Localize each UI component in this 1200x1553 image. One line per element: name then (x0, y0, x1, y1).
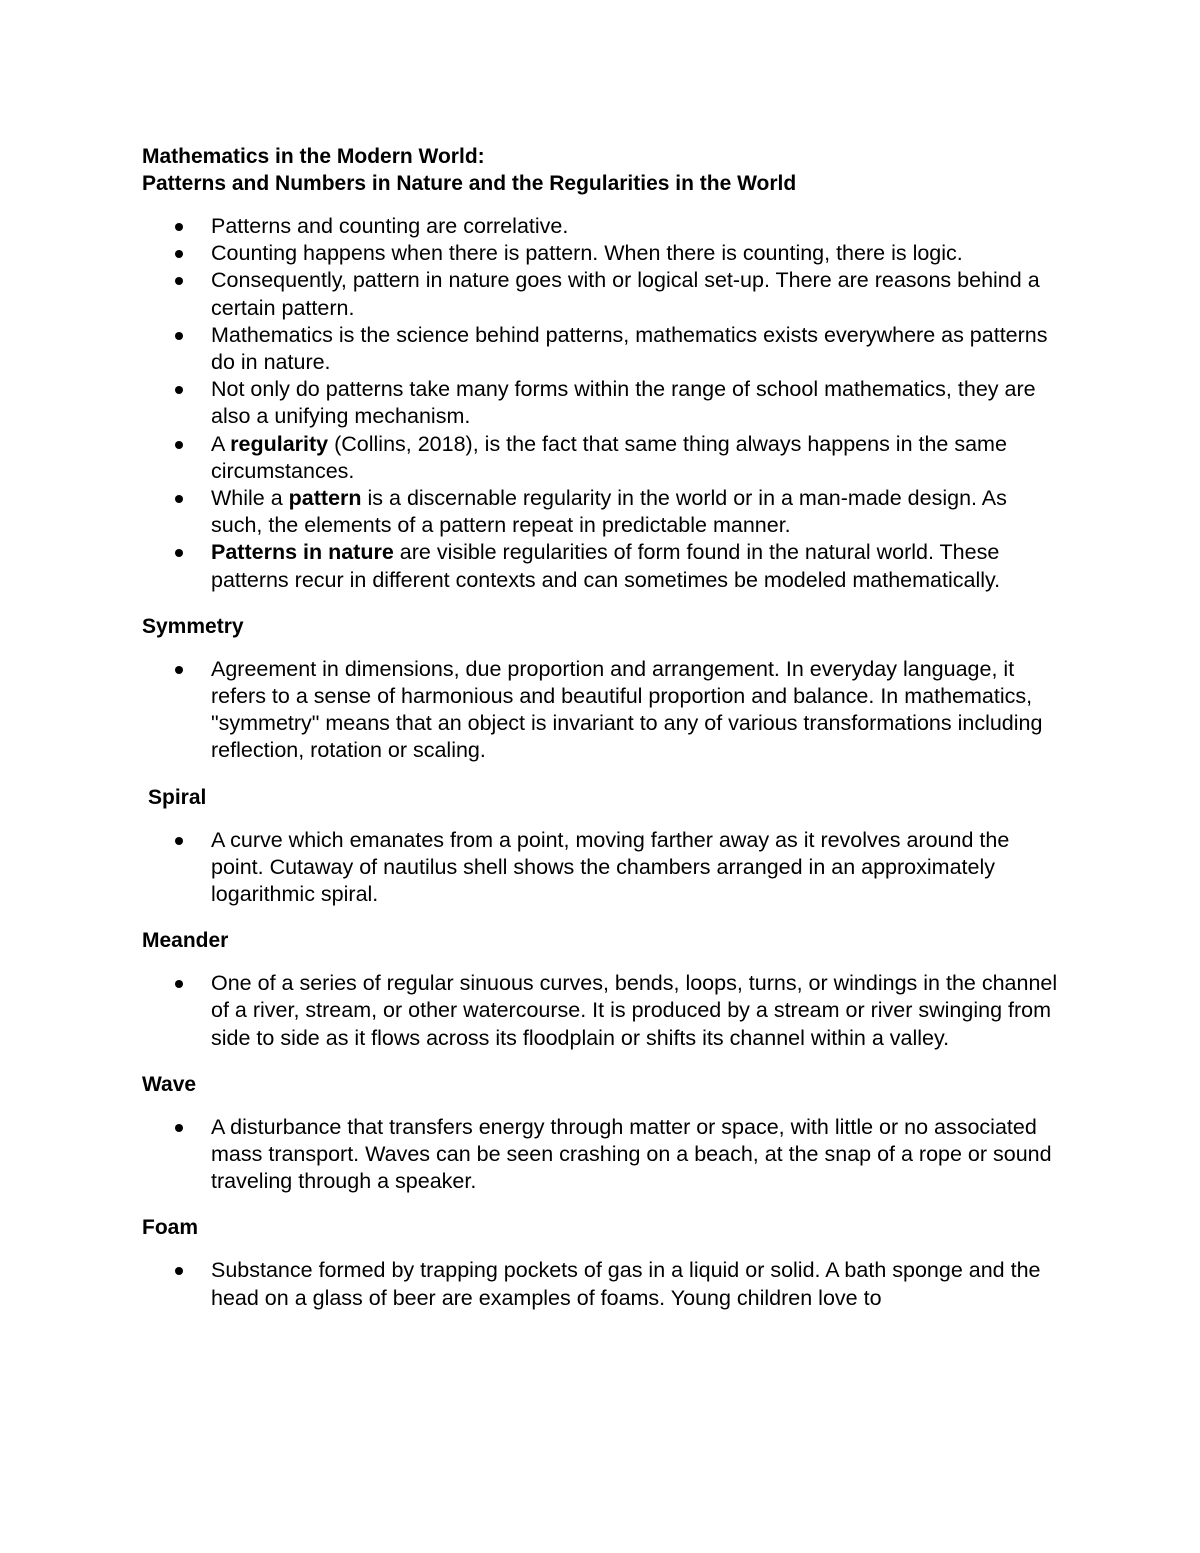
foam-bullet-list (142, 1257, 1062, 1311)
heading-meander: Meander (142, 929, 229, 953)
list-item: Substance formed by trapping pockets of gas in a liquid or solid. A bath sponge and the head on a glass of beer are examples of foams. Young children love to (142, 1257, 1062, 1311)
heading-wave: Wave (142, 1072, 197, 1096)
bullet-icon (175, 441, 183, 449)
list-item: Counting happens when there is pattern. When there is counting, there is logic. (142, 240, 1062, 267)
document-subtitle: Patterns and Numbers in Nature and the Regularities in the World (142, 172, 797, 195)
list-item: Not only do patterns take many forms within the range of school mathematics, they are also a unifying mechanism. (142, 376, 1062, 430)
list-item: While a pattern is a discernable regularity in the world or in a man-made design. As such, the elements of a pattern repeat in predictable manner. (142, 485, 1062, 539)
list-item: Patterns in nature are visible regularities of form found in the natural world. These patterns recur in different contexts and can sometimes be modeled mathematically. (142, 539, 1062, 593)
list-item: One of a series of regular sinuous curves, bends, loops, turns, or windings in the channel of a river, stream, or other watercourse. It is produced by a stream or river swinging from side to side as it flows across its floodplain or shifts its channel within a valley. (142, 970, 1062, 1052)
bullet-icon (175, 332, 183, 340)
bullet-icon (175, 1124, 183, 1132)
heading-spiral: Spiral (148, 785, 207, 809)
document-title: Mathematics in the Modern World: (142, 145, 485, 168)
term-regularity: regularity (230, 431, 329, 456)
bullet-icon (175, 837, 183, 845)
spiral-bullet-list (142, 827, 1062, 909)
list-item: Patterns and counting are correlative. (142, 213, 1062, 240)
wave-bullet-list (142, 1114, 1062, 1196)
bullet-icon (175, 666, 183, 674)
list-item: Agreement in dimensions, due proportion and arrangement. In everyday language, it refers to a sense of harmonious and beautiful proportion and balance. In mathematics, "symmetry" means that an object is invariant to any of various transformations including reflection, rotation or scaling. (142, 656, 1062, 765)
bullet-icon (175, 980, 183, 988)
symmetry-bullet-list (142, 656, 1062, 765)
heading-foam: Foam (142, 1216, 199, 1240)
heading-symmetry: Symmetry (142, 614, 244, 638)
bullet-icon (175, 250, 183, 258)
bullet-icon (175, 223, 183, 231)
bullet-icon (175, 549, 183, 557)
bullet-icon (175, 277, 183, 285)
bullet-icon (175, 1267, 183, 1275)
term-pattern: pattern (288, 486, 362, 511)
list-item: A disturbance that transfers energy through matter or space, with little or no associated mass transport. Waves can be seen crashing on a beach, at the snap of a rope or sound traveling through a speaker. (142, 1114, 1062, 1196)
document-body (142, 143, 1062, 1312)
list-item: Consequently, pattern in nature goes with or logical set-up. There are reasons behind a certain pattern. (142, 267, 1062, 321)
list-item: A curve which emanates from a point, moving farther away as it revolves around the point. Cutaway of nautilus shell shows the chambers arranged in an approximately logarithmic spiral. (142, 827, 1062, 909)
bullet-icon (175, 495, 183, 503)
meander-bullet-list (142, 970, 1062, 1052)
list-item: A regularity (Collins, 2018), is the fact that same thing always happens in the same circumstances. (142, 431, 1062, 485)
term-patterns-in-nature: Patterns in nature (211, 540, 394, 565)
intro-bullet-list (142, 213, 1062, 594)
list-item: Mathematics is the science behind patterns, mathematics exists everywhere as patterns do in nature. (142, 322, 1062, 376)
bullet-icon (175, 386, 183, 394)
